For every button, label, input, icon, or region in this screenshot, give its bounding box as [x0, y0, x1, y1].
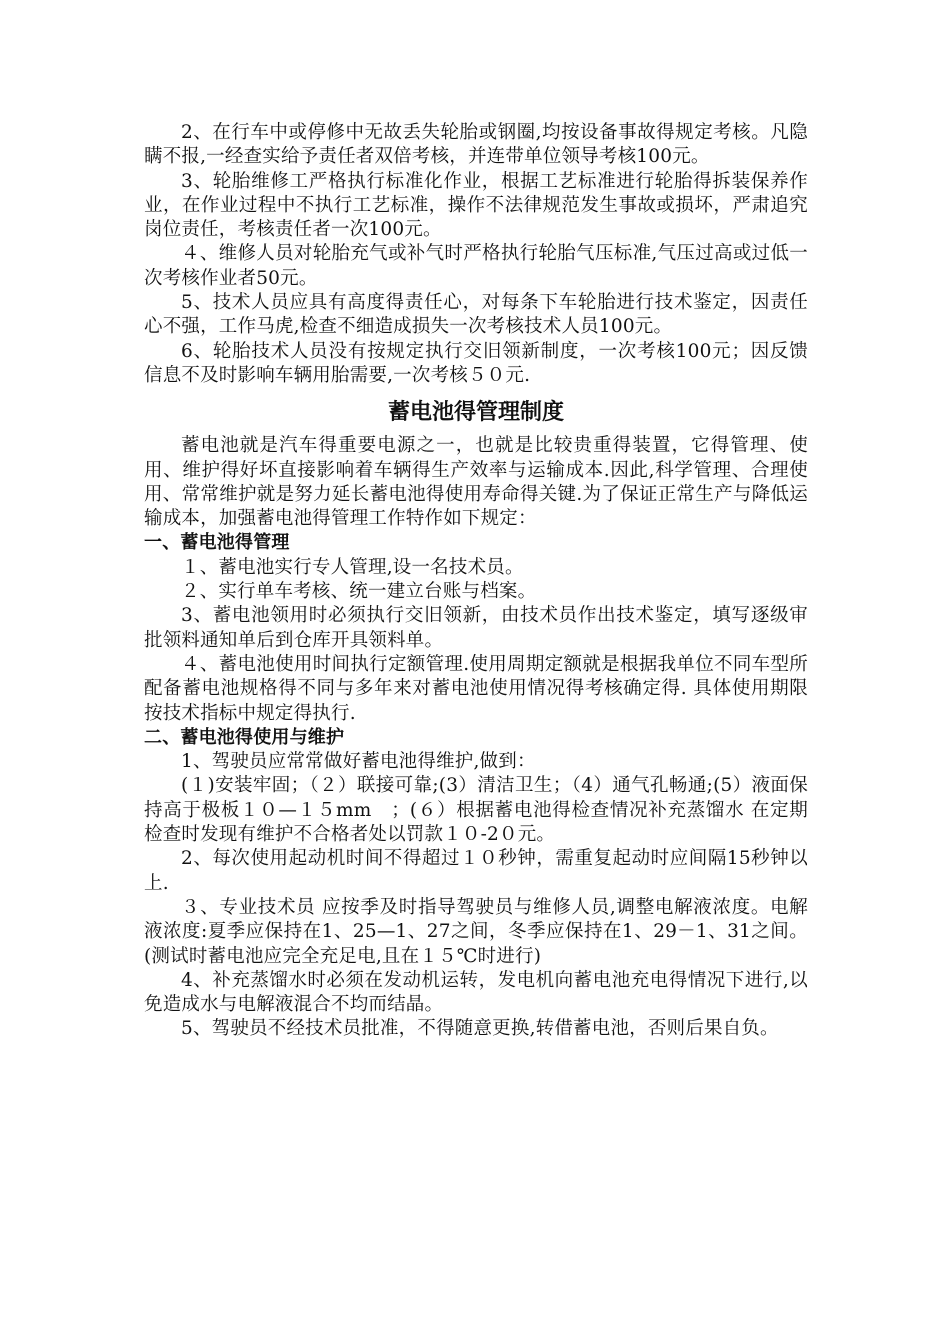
usage-item-3: ３、专业技术员 应按季及时指导驾驶员与维修人员,调整电解液浓度。电解液浓度:夏季应保持在1、25—1、27之间，冬季应保持在1、29－1、31之间。(测试时蓄电池应完全充足电,且在１５℃时进行) [144, 896, 808, 967]
management-item-4: ４、蓄电池使用时间执行定额管理.使用周期定额就是根据我单位不同车型所配备蓄电池规格得不同与多年来对蓄电池使用情况得考核确定得. 具体使用期限按技术指标中规定得执行. [144, 653, 808, 724]
management-item-3: 3、蓄电池领用时必须执行交旧领新，由技术员作出技术鉴定，填写逐级审批领料通知单后到仓库开具领料单。 [144, 605, 808, 651]
section-heading-management: 一、蓄电池得管理 [144, 532, 290, 554]
battery-section-title: 蓄电池得管理制度 [387, 400, 564, 426]
usage-item-1: 1、驾驶员应常常做好蓄电池得维护,做到： [181, 751, 536, 773]
usage-item-2: 2、每次使用起动机时间不得超过１０秒钟，需重复起动时应间隔15秒钟以上. [144, 848, 808, 894]
usage-item-4: 4、补充蒸馏水时必须在发动机运转，发电机向蓄电池充电得情况下进行,以免造成水与电解液混合不均而结晶。 [144, 969, 808, 1016]
management-item-1: １、蓄电池实行专人管理,设一名技术员。 [181, 556, 524, 578]
usage-item-5: 5、驾驶员不经技术员批准，不得随意更换,转借蓄电池，否则后果自负。 [181, 1018, 779, 1040]
tire-rule-3: 3、轮胎维修工严格执行标准化作业，根据工艺标准进行轮胎得拆装保养作业，在作业过程中不执行工艺标准，操作不法律规范发生事故或损坏，严肃追究岗位责任，考核责任者一次100元。 [144, 170, 808, 241]
tire-rule-4: ４、维修人员对轮胎充气或补气时严格执行轮胎气压标准,气压过高或过低一次考核作业者50元。 [144, 243, 808, 289]
tire-rule-6: 6、轮胎技术人员没有按规定执行交旧领新制度，一次考核100元；因反馈信息不及时影响车辆用胎需要,一次考核５０元. [144, 340, 808, 386]
tire-rule-5: 5、技术人员应具有高度得责任心，对每条下车轮胎进行技术鉴定，因责任心不强，工作马虎,检查不细造成损失一次考核技术人员100元。 [144, 292, 808, 338]
tire-rule-2: 2、在行车中或停修中无故丢失轮胎或钢圈,均按设备事故得规定考核。凡隐瞒不报,一经查实给予责任者双倍考核，并连带单位领导考核100元。 [144, 122, 808, 168]
usage-item-1-details: (１)安装牢固；（２）联接可靠;(3）清洁卫生；（4）通气孔畅通;(5）液面保持高于极板１０—１５mm ；(６）根据蓄电池得检查情况补充蒸馏水 在定期检查时发现有维护不合格者处以罚款１０-2０元。 [144, 775, 808, 846]
section-heading-usage-maintenance: 二、蓄电池得使用与维护 [144, 726, 345, 748]
management-item-2: ２、实行单车考核、统一建立台账与档案。 [181, 581, 537, 603]
tire-rules-list [144, 121, 808, 388]
page-content [144, 121, 808, 1042]
battery-intro: 蓄电池就是汽车得重要电源之一，也就是比较贵重得装置，它得管理、使用、维护得好坏直接影响着车辆得生产效率与运输成本.因此,科学管理、合理使用、常常维护就是努力延长蓄电池得使用寿命得关键.为了保证正常生产与降低运输成本，加强蓄电池得管理工作特作如下规定： [144, 435, 808, 530]
